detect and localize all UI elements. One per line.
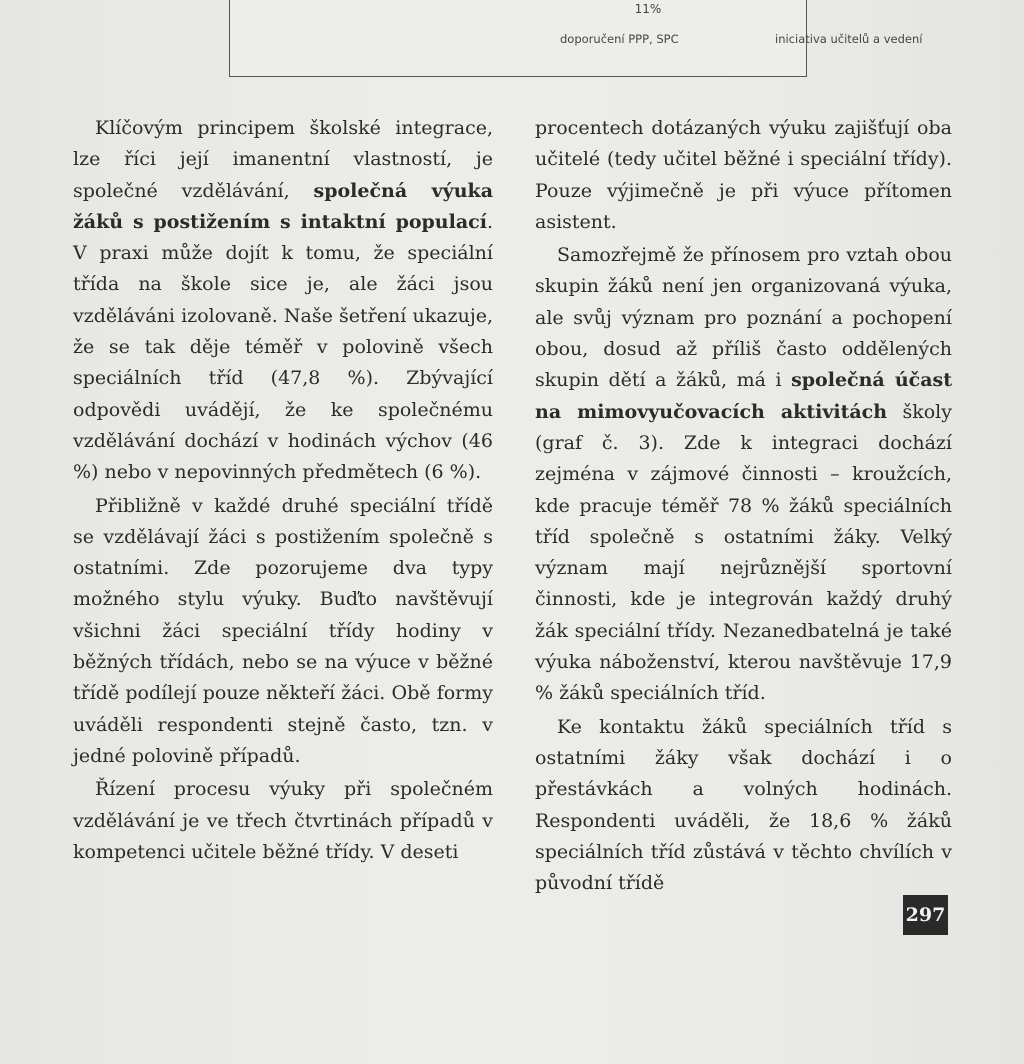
- chart-category-label: doporučení PPP, SPC: [560, 32, 679, 46]
- paragraph-text: . V praxi může dojít k tomu, že speciální třída na škole sice je, ale žáci jsou vzděláváni izolovaně. Naše šetření ukazuje, že se tak děje téměř v polovině všech speciálních tříd (47,8 %). Zbývající odpovědi uvádějí, že ke společnému vzdělávání dochází v hodinách výchov (46 %) nebo v nepovinných předmětech (6 %).: [73, 210, 493, 484]
- bold-phrase: společná účast na mimovyučovacích aktivitách: [535, 369, 952, 423]
- paragraph-text: Klíčovým principem školské integrace, lze říci její imanentní vlastností, je společné vzdělávání,: [73, 117, 493, 202]
- right-text-column: [535, 113, 952, 899]
- paragraph: [73, 113, 493, 489]
- paragraph-text: Samozřejmě že přínosem pro vztah obou skupin žáků není jen organizovaná výuka, ale svůj význam pro poznání a pochopení obou, dosud až příliš často oddělených skupin dětí a žáků, má i: [535, 244, 952, 392]
- chart-category-label: iniciativa učitelů a vedení: [775, 32, 923, 46]
- paragraph: Řízení procesu výuky při společném vzdělávání je ve třech čtvrtinách případů v kompetenci učitele běžné třídy. V deseti: [73, 778, 493, 863]
- bold-phrase: společná výuka žáků s postižením s intaktní populací: [73, 179, 494, 233]
- chart-percentage-label: 11%: [634, 2, 662, 16]
- paragraph: Ke kontaktu žáků speciálních tříd s ostatními žáky však dochází i o přestávkách a volných hodinách. Respondenti uváděli, že 18,6 % žáků speciálních tříd zůstává v těchto chvílích v původní třídě: [535, 715, 952, 895]
- page-number: 297: [903, 895, 948, 935]
- left-text-column: [73, 113, 493, 868]
- paragraph: procentech dotázaných výuku zajišťují oba učitelé (tedy učitel běžné i speciální třídy). Pouze výjimečně je při výuce přítomen asistent.: [535, 117, 952, 233]
- paragraph: Přibližně v každé druhé speciální třídě se vzdělávají žáci s postižením společně s ostatními. Zde pozorujeme dva typy možného stylu výuky. Buďto navštěvují všichni žáci speciální třídy hodiny v běžných třídách, nebo se na výuce v běžné třídě podílejí pouze někteří žáci. Obě formy uváděli respondenti stejně často, tzn. v jedné polovině případů.: [73, 494, 493, 767]
- paragraph: [535, 240, 952, 709]
- paragraph-text: školy (graf č. 3). Zde k integraci dochází zejména v zájmové činnosti – kroužcích, kde pracuje téměř 78 % žáků speciálních tříd společně s ostatními žáky. Velký význam mají nejrůznější sportovní činnosti, kde je integrován každý druhý žák speciální třídy. Nezanedbatelná je také výuka náboženství, kterou navštěvuje 17,9 % žáků speciálních tříd.: [535, 400, 952, 705]
- chart-fragment: [229, 0, 923, 77]
